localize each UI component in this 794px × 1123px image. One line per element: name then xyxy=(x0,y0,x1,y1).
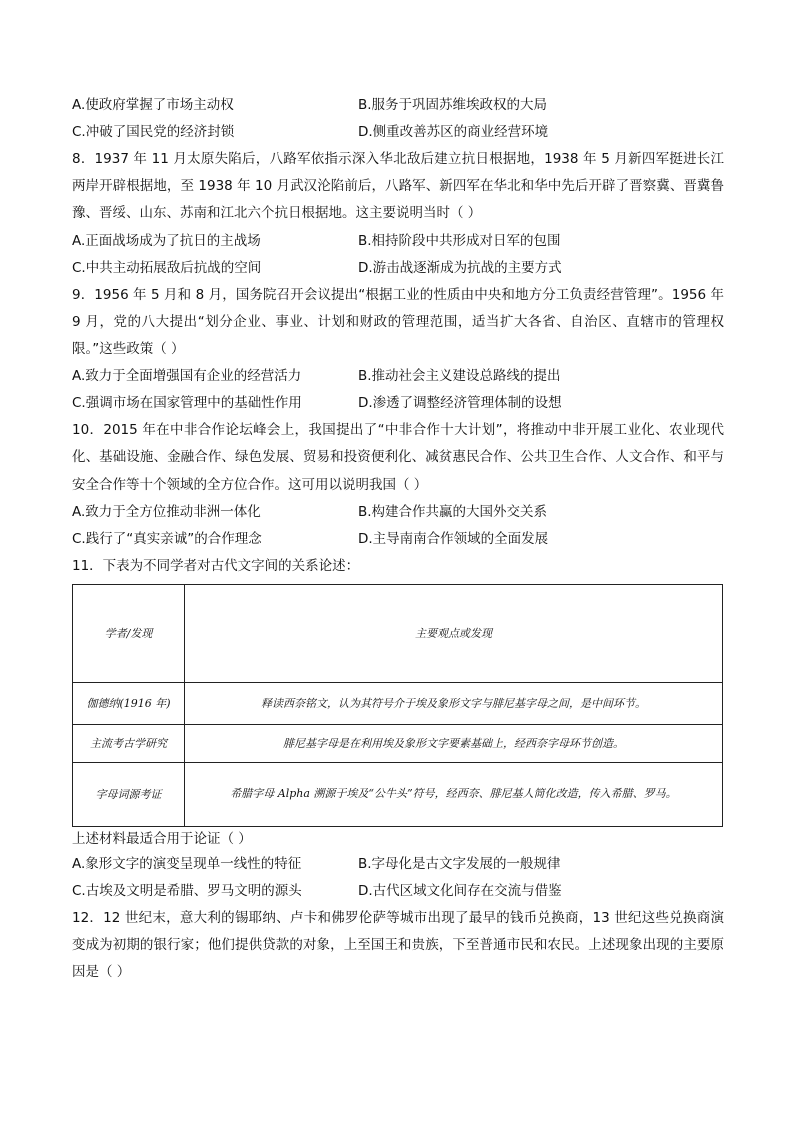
q11-option-c[interactable]: C.古埃及文明是希腊、罗马文明的源头 xyxy=(72,882,302,899)
q7-option-b[interactable]: B.服务于巩固苏维埃政权的大局 xyxy=(358,97,548,113)
q7-option-c[interactable]: C.冲破了国民党的经济封锁 xyxy=(72,124,235,140)
q10-option-b[interactable]: B.构建合作共赢的大国外交关系 xyxy=(358,503,548,520)
q10-option-a[interactable]: A.致力于全方位推动非洲一体化 xyxy=(72,503,261,520)
q10-stem: 10．2015 年在中非合作论坛峰会上，我国提出了“中非合作十大计划”，将推动中非开展工业化、农业现代化、基础设施、金融合作、绿色发展、贸易和投资便利化、减贫惠民合作、公共卫生合作、人文合作、和平与安全合作等十个领域的全方位合作。这可用以说明我国（ ） xyxy=(72,422,724,493)
q8-options-row2 xyxy=(72,255,724,282)
q11-option-a[interactable]: A.象形文字的演变呈现单一线性的特征 xyxy=(72,855,302,872)
q11-intro: 11．下表为不同学者对古代文字间的关系论述： xyxy=(72,557,360,574)
q8-option-d[interactable]: D.游击战逐渐成为抗战的主要方式 xyxy=(358,259,562,276)
table-row xyxy=(73,682,723,724)
q10-option-d[interactable]: D.主导南南合作领域的全面发展 xyxy=(358,530,549,547)
table-row xyxy=(73,724,723,762)
exam-page xyxy=(72,92,724,986)
q9-options-row2 xyxy=(72,390,724,417)
q7-option-a[interactable]: A.使政府掌握了市场主动权 xyxy=(72,97,234,113)
q11-options-row1 xyxy=(72,851,724,878)
q8-options-row1 xyxy=(72,228,724,255)
table-row xyxy=(73,762,723,826)
q8-stem: 8．1937 年 11 月太原失陷后，八路军依指示深入华北敌后建立抗日根据地，1938 年 5 月新四军挺进长江两岸开辟根据地，至 1938 年 10 月武汉沦陷前后，八路军、新四军在华北和华中先后开辟了晋察冀、晋冀鲁豫、晋绥、山东、苏南和江北六个抗日根据地。这主要说明当时（ ） xyxy=(72,151,724,222)
table-cell: 主流考古学研究 xyxy=(73,724,185,762)
q8-option-c[interactable]: C.中共主动拓展敌后抗战的空间 xyxy=(72,259,262,276)
q10-options-row1 xyxy=(72,499,724,526)
table-cell: 腓尼基字母是在利用埃及象形文字要素基础上，经西奈字母环节创造。 xyxy=(185,724,723,762)
q9-option-c[interactable]: C.强调市场在国家管理中的基础性作用 xyxy=(72,395,302,412)
table-cell: 字母词源考证 xyxy=(73,762,185,826)
q9-option-b[interactable]: B.推动社会主义建设总路线的提出 xyxy=(358,368,561,385)
table-header-scholar: 学者/发现 xyxy=(73,584,185,682)
q7-options-row2 xyxy=(72,119,724,146)
q10-options-row2 xyxy=(72,526,724,553)
table-header-row xyxy=(73,584,723,682)
scholars-table xyxy=(72,584,723,827)
q7-option-d[interactable]: D.侧重改善苏区的商业经营环境 xyxy=(358,124,549,140)
table-cell: 希腊字母 Alpha 溯源于埃及“公牛头”符号，经西奈、腓尼基人简化改造，传入希腊、罗马。 xyxy=(185,762,723,826)
q9-stem: 9．1956 年 5 月和 8 月，国务院召开会议提出“根据工业的性质由中央和地方分工负责经营管理”。1956 年 9 月，党的八大提出“划分企业、事业、计划和财政的管理范围，适当扩大各省、自治区、直辖市的管理权限。”这些政策（ ） xyxy=(72,286,724,358)
q8-option-b[interactable]: B.相持阶段中共形成对日军的包围 xyxy=(358,232,561,249)
table-header-view: 主要观点或发现 xyxy=(185,584,723,682)
q8-option-a[interactable]: A.正面战场成为了抗日的主战场 xyxy=(72,232,261,249)
q11-option-d[interactable]: D.古代区域文化间存在交流与借鉴 xyxy=(358,882,562,899)
q12-stem: 12．12 世纪末，意大利的锡耶纳、卢卡和佛罗伦萨等城市出现了最早的钱币兑换商，13 世纪这些兑换商演变成为初期的银行家；他们提供贷款的对象，上至国王和贵族，下至普通市民和农民。上述现象出现的主要原因是（ ） xyxy=(72,909,724,981)
q9-options-row1 xyxy=(72,363,724,390)
q9-option-a[interactable]: A.致力于全面增强国有企业的经营活力 xyxy=(72,368,302,385)
q11-stem: 上述材料最适合用于论证（ ） xyxy=(72,830,252,847)
q9-option-d[interactable]: D.渗透了调整经济管理体制的设想 xyxy=(358,395,562,412)
q7-options-row1 xyxy=(72,92,724,119)
q11-option-b[interactable]: B.字母化是古文字发展的一般规律 xyxy=(358,855,561,872)
q10-option-c[interactable]: C.践行了“真实亲诚”的合作理念 xyxy=(72,530,262,547)
table-cell: 释读西奈铭文，认为其符号介于埃及象形文字与腓尼基字母之间，是中间环节。 xyxy=(185,682,723,724)
table-cell: 伽德纳(1916 年) xyxy=(73,682,185,724)
q11-options-row2 xyxy=(72,878,724,905)
